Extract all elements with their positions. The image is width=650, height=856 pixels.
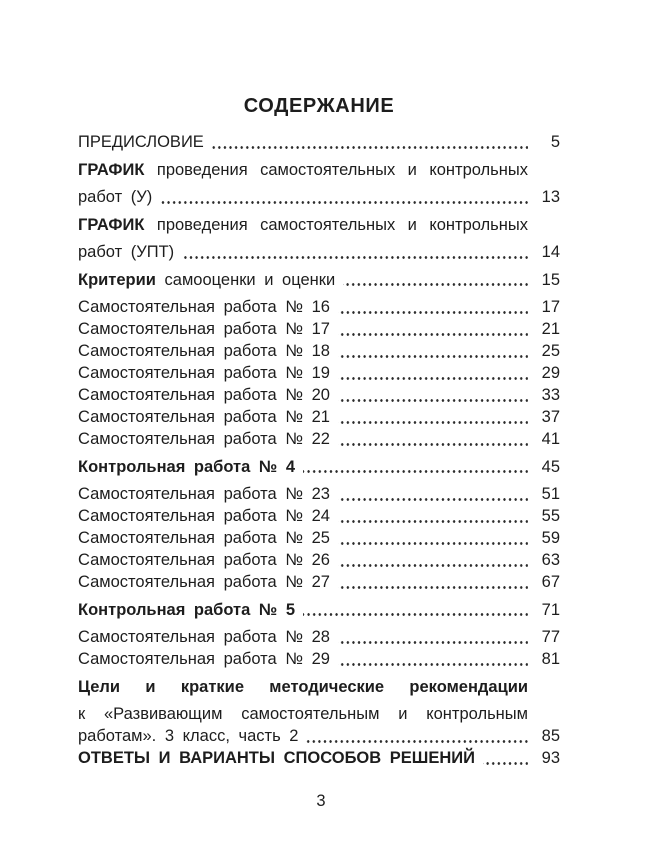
toc-page-number: 29 (541, 364, 560, 382)
toc-entry-text-bold: Критерии (78, 270, 156, 289)
toc-entry-label (78, 483, 330, 505)
toc-entry-label (78, 527, 330, 549)
toc-page-number: 85 (541, 727, 560, 745)
toc-entry-text: Самостоятельная работа № 18 (78, 342, 330, 360)
toc-entry-text-bold: Контрольная работа № 4 (78, 457, 296, 476)
toc-entry-label (78, 362, 330, 384)
toc-row (78, 703, 528, 725)
toc-row (78, 362, 560, 384)
toc-row (78, 406, 560, 428)
toc-entry-text: Самостоятельная работа № 26 (78, 551, 330, 569)
toc-page-number: 37 (541, 408, 560, 426)
toc-page-number: 21 (541, 320, 560, 338)
toc-entry-label (78, 384, 330, 406)
toc-row (78, 571, 560, 593)
toc-entry-text: работ (УПТ) (78, 243, 175, 261)
toc-row (78, 505, 560, 527)
toc-row (78, 296, 560, 318)
toc-row (78, 599, 560, 621)
toc-entry-label (78, 678, 528, 696)
toc-row (78, 428, 560, 450)
dot-leader (182, 241, 528, 263)
toc-entry-label (78, 648, 330, 670)
toc-page-number: 13 (541, 188, 560, 206)
toc-entry-text: Самостоятельная работа № 20 (78, 386, 330, 404)
dot-leader (212, 131, 528, 153)
toc-entry-text: Самостоятельная работа № 24 (78, 507, 330, 525)
toc-page-number: 81 (541, 650, 560, 668)
toc-row (78, 483, 560, 505)
dot-leader (343, 269, 528, 291)
toc-page-number: 59 (541, 529, 560, 547)
toc-page-number: 55 (541, 507, 560, 525)
toc-entry-text: Самостоятельная работа № 17 (78, 320, 330, 338)
toc-entry-label (78, 161, 528, 179)
toc-entry-text: ПРЕДИСЛОВИЕ (78, 133, 204, 151)
toc-page-number: 67 (541, 573, 560, 591)
toc-entry-label (78, 406, 330, 428)
dot-leader (306, 725, 528, 747)
toc-row (78, 747, 560, 769)
dot-leader (338, 505, 528, 527)
toc-row (78, 131, 560, 153)
toc-page-number: 41 (541, 430, 560, 448)
toc-row (78, 456, 560, 478)
toc-row (78, 725, 560, 747)
toc-page-number: 33 (541, 386, 560, 404)
toc-page-number: 15 (541, 270, 560, 289)
toc-entry-text: Самостоятельная работа № 23 (78, 485, 330, 503)
toc-row (78, 676, 528, 698)
toc-row (78, 269, 560, 291)
toc-row (78, 384, 560, 406)
toc-entry-text: Самостоятельная работа № 19 (78, 364, 330, 382)
toc-entry-label (78, 456, 295, 478)
toc-entry-label (78, 296, 330, 318)
toc-entry-label (78, 269, 335, 291)
toc-entry-text: Самостоятельная работа № 28 (78, 628, 330, 646)
dot-leader (160, 186, 528, 208)
toc-entry-label (78, 747, 475, 769)
dot-leader (338, 384, 528, 406)
toc-row (78, 527, 560, 549)
toc-entry-label (78, 705, 528, 723)
toc-entry-text-bold: ОТВЕТЫ И ВАРИАНТЫ СПОСОБОВ РЕШЕНИЙ (78, 749, 475, 767)
toc-row (78, 186, 560, 208)
toc-row (78, 318, 560, 340)
dot-leader (338, 340, 528, 362)
toc-page-number: 5 (550, 133, 560, 151)
page-title: СОДЕРЖАНИЕ (243, 95, 395, 117)
toc-entry-text: Самостоятельная работа № 21 (78, 408, 330, 426)
toc-entry-label (78, 571, 330, 593)
toc-row (78, 159, 528, 181)
toc-row (78, 241, 560, 263)
toc-row (78, 549, 560, 571)
toc-entry-label (78, 318, 330, 340)
toc-page-number: 17 (541, 298, 560, 316)
toc-row (78, 214, 528, 236)
toc-entry-label (78, 241, 174, 263)
dot-leader (338, 571, 528, 593)
toc-page-number: 51 (541, 485, 560, 503)
toc-entry-text: Самостоятельная работа № 22 (78, 430, 330, 448)
toc-page-number: 14 (541, 243, 560, 261)
toc-entry-text: Самостоятельная работа № 16 (78, 298, 330, 316)
toc-row (78, 340, 560, 362)
toc-entry-text: проведения самостоятельных и контрольных (156, 215, 528, 234)
toc-entry-label (78, 599, 295, 621)
toc-page-number: 63 (541, 551, 560, 569)
toc-page-number: 77 (541, 628, 560, 646)
toc-page-number: 25 (541, 342, 560, 360)
toc-entry-text: самооценки и оценки (164, 270, 336, 289)
toc-entry-label (78, 340, 330, 362)
toc-entry-text: проведения самостоятельных и контрольных (156, 160, 528, 179)
toc-entry-label (78, 428, 330, 450)
toc-entry-text-bold: Контрольная работа № 5 (78, 600, 296, 619)
toc-page-number: 71 (541, 600, 560, 619)
toc-entry-text-bold: ГРАФИК (78, 215, 145, 234)
dot-leader (338, 527, 528, 549)
toc-row (78, 648, 560, 670)
toc-entry-label (78, 131, 204, 153)
table-of-contents (78, 131, 560, 769)
toc-entry-label (78, 216, 528, 234)
dot-leader (338, 362, 528, 384)
toc-entry-label (78, 186, 152, 208)
page-number-footer: 3 (316, 792, 326, 810)
toc-entry-text: Самостоятельная работа № 25 (78, 529, 330, 547)
dot-leader (303, 456, 528, 478)
dot-leader (338, 483, 528, 505)
toc-entry-label (78, 505, 330, 527)
toc-entry-text: Самостоятельная работа № 27 (78, 573, 330, 591)
dot-leader (338, 296, 528, 318)
toc-page-number: 93 (541, 749, 560, 767)
toc-entry-label (78, 725, 298, 747)
toc-entry-label (78, 626, 330, 648)
toc-entry-text: работам». 3 класс, часть 2 (78, 727, 299, 745)
toc-entry-label (78, 549, 330, 571)
dot-leader (338, 549, 528, 571)
toc-entry-text-bold: Цели и краткие методические рекомендации (78, 677, 528, 696)
dot-leader (303, 599, 528, 621)
dot-leader (338, 406, 528, 428)
toc-row (78, 626, 560, 648)
toc-entry-text-bold: ГРАФИК (78, 160, 145, 179)
dot-leader (483, 747, 528, 769)
toc-page-number: 45 (541, 457, 560, 476)
dot-leader (338, 648, 528, 670)
toc-entry-text: работ (У) (78, 188, 153, 206)
toc-entry-text: Самостоятельная работа № 29 (78, 650, 330, 668)
toc-entry-text: к «Развивающим самостоятельным и контрольным (78, 705, 528, 723)
dot-leader (338, 626, 528, 648)
dot-leader (338, 428, 528, 450)
dot-leader (338, 318, 528, 340)
